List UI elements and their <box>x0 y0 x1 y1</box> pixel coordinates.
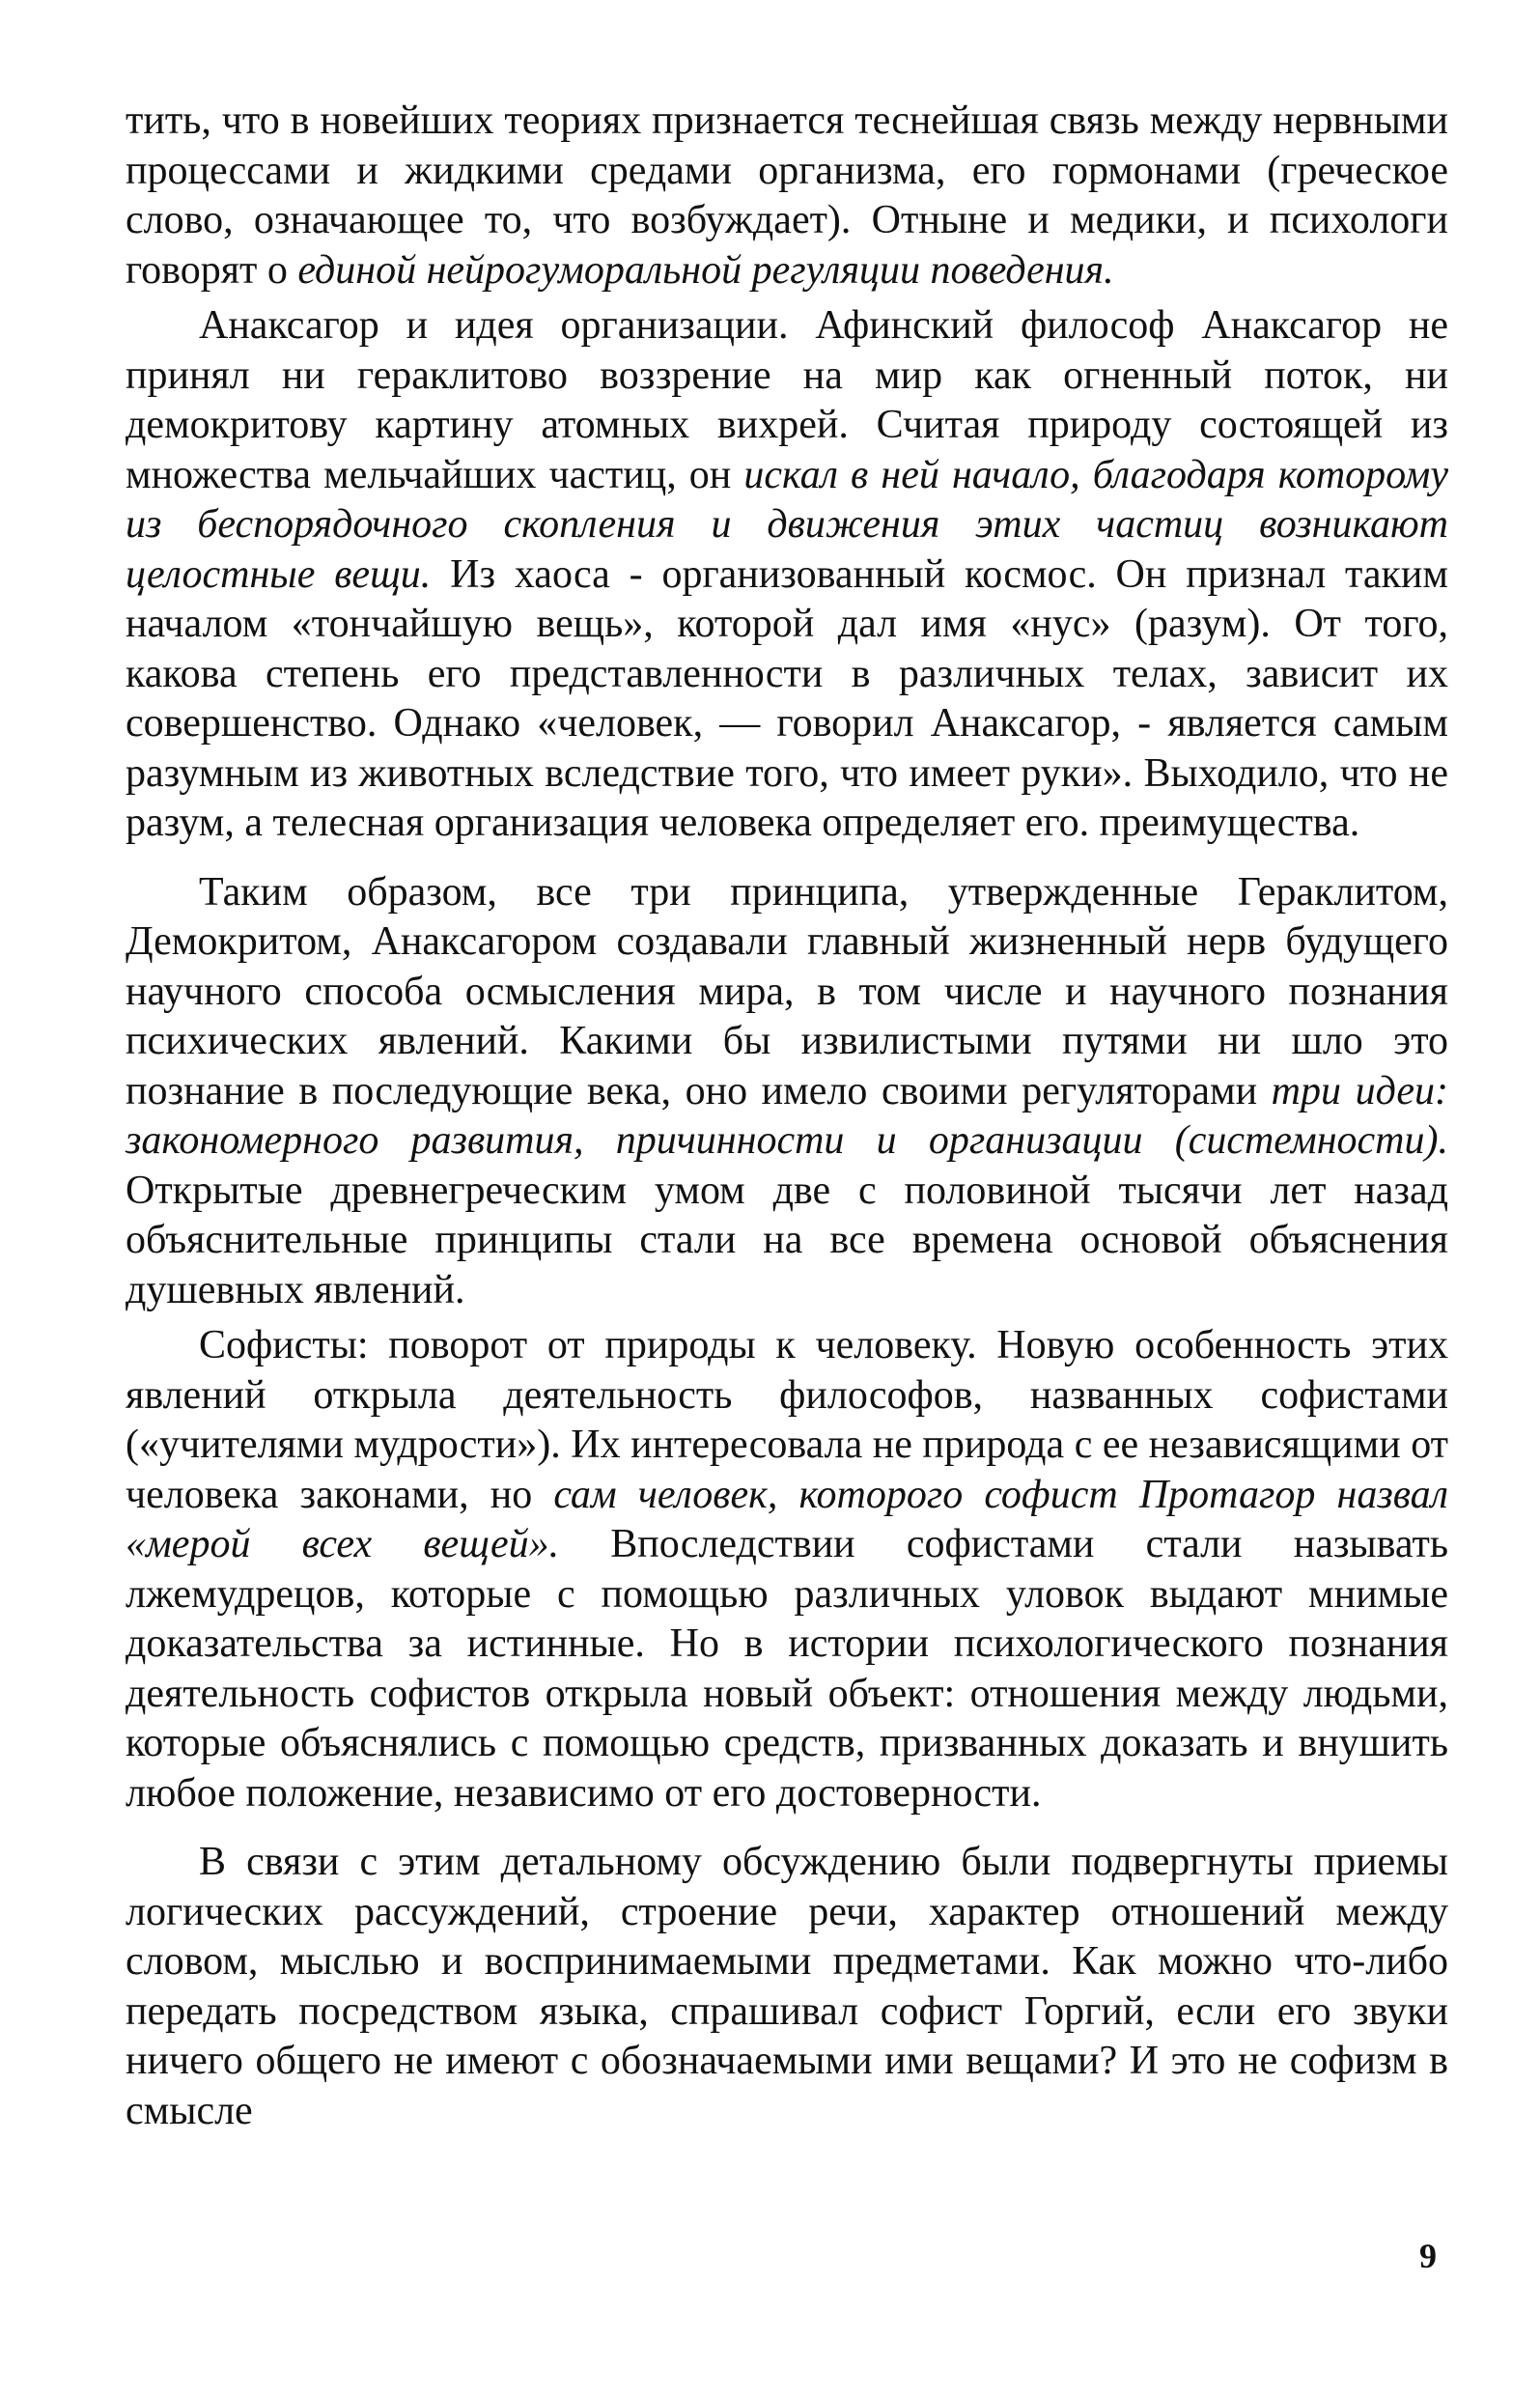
paragraph-2-italic: искал в ней начало, благодаря которому из беспорядочного скопления и движения этих частиц возникают целостные вещи. <box>126 452 1448 597</box>
paragraph-2 <box>126 301 1448 849</box>
paragraph-1-text: тить, что в новейших теориях признается теснейшая связь между нервными процессами и жидкими средами организма, его гормонами (греческое слово, означающее то, что возбуждает). Отныне и медики, и психологи говорят о <box>126 99 1448 293</box>
paragraph-4-text-b: Впоследствии софистами стали называть лжемудрецов, которые с помощью различных уловок выдают мнимые доказательства за истинные. Но в истории психологического познания деятельность софистов открыла новый объект: отношения между людьми, которые объяснялись с помощью средств, призванных доказать и внушить любое положение, независимо от его достоверности. <box>126 1522 1448 1816</box>
page-number: 9 <box>1419 2237 1437 2275</box>
paragraph-3 <box>126 868 1448 1316</box>
paragraph-4-text-a: Софисты: поворот от природы к человеку. Новую особенность этих явлений открыла деятельность философов, названных софистами («учителями мудрости»). Их интересовала не природа с ее независящими от человека законами, но <box>126 1323 1448 1517</box>
paragraph-1-italic: единой нейрогуморальной регуляции поведения. <box>297 247 1114 293</box>
document-body <box>126 97 1448 2136</box>
paragraph-3-italic: три идеи: закономерного развития, причинности и организации (системности). <box>126 1068 1448 1163</box>
paragraph-5-text: В связи с этим детальному обсуждению были подвергнуты приемы логических рассуждений, строение речи, характер отношений между словом, мыслью и воспринимаемыми предметами. Как можно что-либо передать посредством языка, спрашивал софист Горгий, если его звуки ничего общего не имеют с обозначаемыми ими вещами? И это не софизм в смысле <box>126 1840 1448 2133</box>
paragraph-2-text-b: Из хаоса - организованный космос. Он признал таким началом «тончайшую вещь», которой дал имя «нус» (разум). От того, какова степень его представленности в различных телах, зависит их совершенство. Однако «человек, — говорил Анаксагор, - является самым разумным из животных вследствие того, что имеет руки». Выходило, что не разум, а телесная организация человека определяет его. преимущества. <box>126 551 1448 845</box>
paragraph-4 <box>126 1321 1448 1818</box>
paragraph-1 <box>126 97 1448 296</box>
paragraph-3-text-b: Открытые древнегреческим умом две с половиной тысячи лет назад объяснительные принципы стали на все времена основой объяснения душевных явлений. <box>126 1168 1448 1312</box>
paragraph-3-text-a: Таким образом, все три принципа, утвержденные Гераклитом, Демокритом, Анаксагором создавали главный жизненный нерв будущего научного способа осмысления мира, в том числе и научного познания психических явлений. Какими бы извилистыми путями ни шло это познание в последующие века, оно имело своими регуляторами <box>126 869 1448 1113</box>
paragraph-4-italic: сам человек, которого софист Протагор назвал «мерой всех вещей». <box>126 1472 1448 1566</box>
paragraph-5 <box>126 1838 1448 2136</box>
paragraph-2-text-a: Анаксагор и идея организации. Афинский философ Анаксагор не принял ни гераклитово воззрение на мир как огненный поток, ни демокритову картину атомных вихрей. Считая природу состоящей из множества мельчайших частиц, он <box>126 303 1448 497</box>
